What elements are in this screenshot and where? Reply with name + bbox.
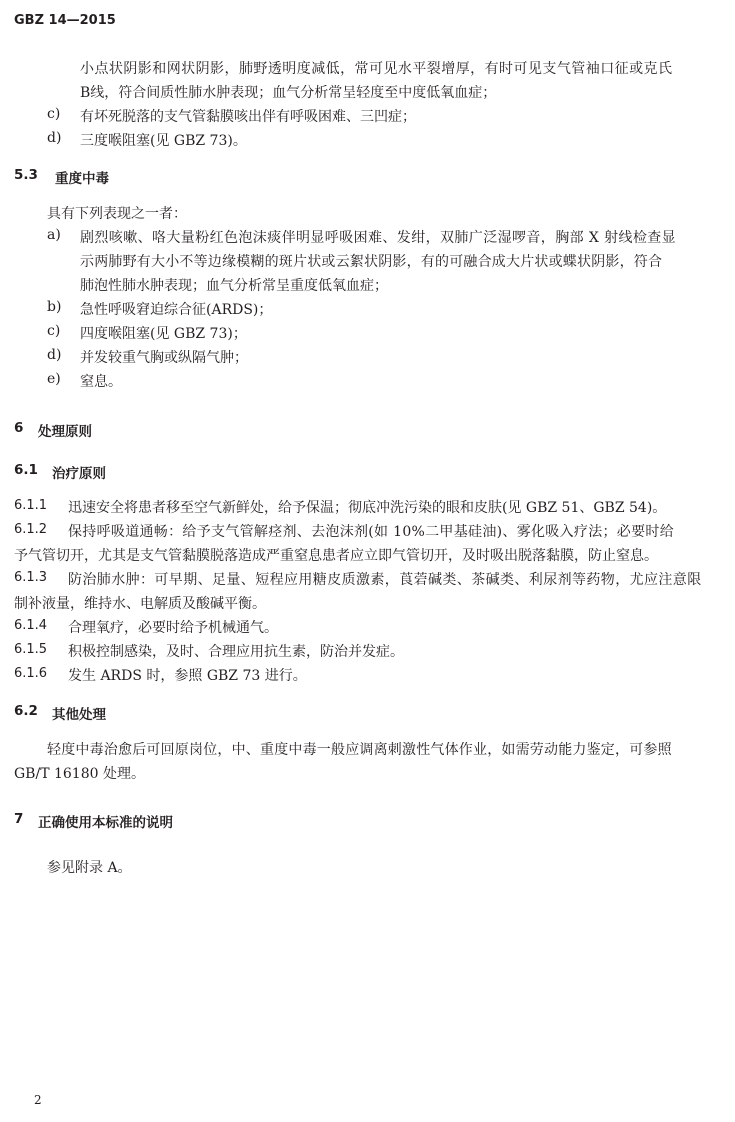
clause-text: 积极控制感染，及时、合理应用抗生素，防治并发症。 (68, 644, 404, 660)
list-item-text: 示两肺野有大小不等边缘模糊的斑片状或云絮状阴影，有的可融合成大片状或蝶状阴影，符合 (80, 254, 663, 270)
clause-number: 6.1.3 (14, 570, 48, 585)
paragraph: 轻度中毒治愈后可回原岗位，中、重度中毒一般应调离刺激性气体作业，如需劳动能力鉴定，可参照 (47, 742, 672, 758)
list-item-text: 四度喉阻塞(见 GBZ 73)； (80, 326, 247, 342)
clause-number: 6.1.2 (14, 522, 48, 537)
clause-number: 6.1.6 (14, 666, 48, 681)
section-title: 处理原则 (38, 424, 92, 440)
list-item-text: 窒息。 (80, 374, 122, 390)
section-title: 治疗原则 (52, 466, 106, 482)
clause-text: 发生 ARDS 时，参照 GBZ 73 进行。 (68, 668, 307, 684)
clause-text: 防治肺水肿：可早期、足量、短程应用糖皮质激素，莨菪碱类、茶碱类、利尿剂等药物，尤应注意限 (68, 572, 702, 588)
text-line: 小点状阴影和网状阴影，肺野透明度减低，常可见水平裂增厚，有时可见支气管袖口征或克氏 (80, 61, 673, 77)
clause-text: 予气管切开，尤其是支气管黏膜脱落造成严重窒息患者应立即气管切开，及时吸出脱落黏膜，防止窒息。 (14, 548, 658, 564)
clause-text: 合理氧疗，必要时给予机械通气。 (68, 620, 278, 636)
list-marker: e) (47, 371, 61, 387)
list-item-text: 剧烈咳嗽、咯大量粉红色泡沫痰伴明显呼吸困难、发绀，双肺广泛湿啰音，胸部 X 射线检查显 (80, 230, 677, 246)
section-number: 5.3 (14, 167, 38, 183)
page-header: GBZ 14—2015 (14, 13, 116, 28)
list-item-text: 有坏死脱落的支气管黏膜咳出伴有呼吸困难、三凹症； (80, 109, 416, 125)
clause-number: 6.1.5 (14, 642, 48, 657)
section-number: 6 (14, 420, 24, 436)
list-marker: d) (47, 130, 62, 146)
section-title: 其他处理 (52, 707, 106, 723)
paragraph: GB/T 16180 处理。 (14, 766, 145, 782)
list-marker: c) (47, 106, 61, 122)
section-title: 重度中毒 (55, 171, 109, 187)
list-item-text: 急性呼吸窘迫综合征(ARDS)； (80, 302, 273, 318)
paragraph: 参见附录 A。 (47, 860, 132, 876)
clause-text: 迅速安全将患者移至空气新鲜处，给予保温；彻底冲洗污染的眼和皮肤(见 GBZ 51、GBZ 54)。 (68, 500, 667, 516)
paragraph: 具有下列表现之一者： (47, 206, 187, 222)
list-item-text: 并发较重气胸或纵隔气肿； (80, 350, 248, 366)
section-title: 正确使用本标准的说明 (38, 815, 173, 831)
list-marker: c) (47, 323, 61, 339)
clause-text: 制补液量，维持水、电解质及酸碱平衡。 (14, 596, 266, 612)
page-number: 2 (34, 1093, 42, 1107)
section-number: 6.1 (14, 462, 38, 478)
section-number: 7 (14, 811, 24, 827)
clause-text: 保持呼吸道通畅：给予支气管解痉剂、去泡沫剂(如 10%二甲基硅油)、雾化吸入疗法；必要时给 (68, 524, 674, 540)
list-item-text: 三度喉阻塞(见 GBZ 73)。 (80, 133, 247, 149)
text-line: B线，符合间质性肺水肿表现；血气分析常呈轻度至中度低氧血症； (80, 85, 497, 101)
list-item-text: 肺泡性肺水肿表现；血气分析常呈重度低氧血症； (80, 278, 388, 294)
clause-number: 6.1.1 (14, 498, 48, 513)
section-number: 6.2 (14, 703, 38, 719)
list-marker: b) (47, 299, 62, 315)
list-marker: a) (47, 227, 61, 243)
list-marker: d) (47, 347, 62, 363)
clause-number: 6.1.4 (14, 618, 48, 633)
